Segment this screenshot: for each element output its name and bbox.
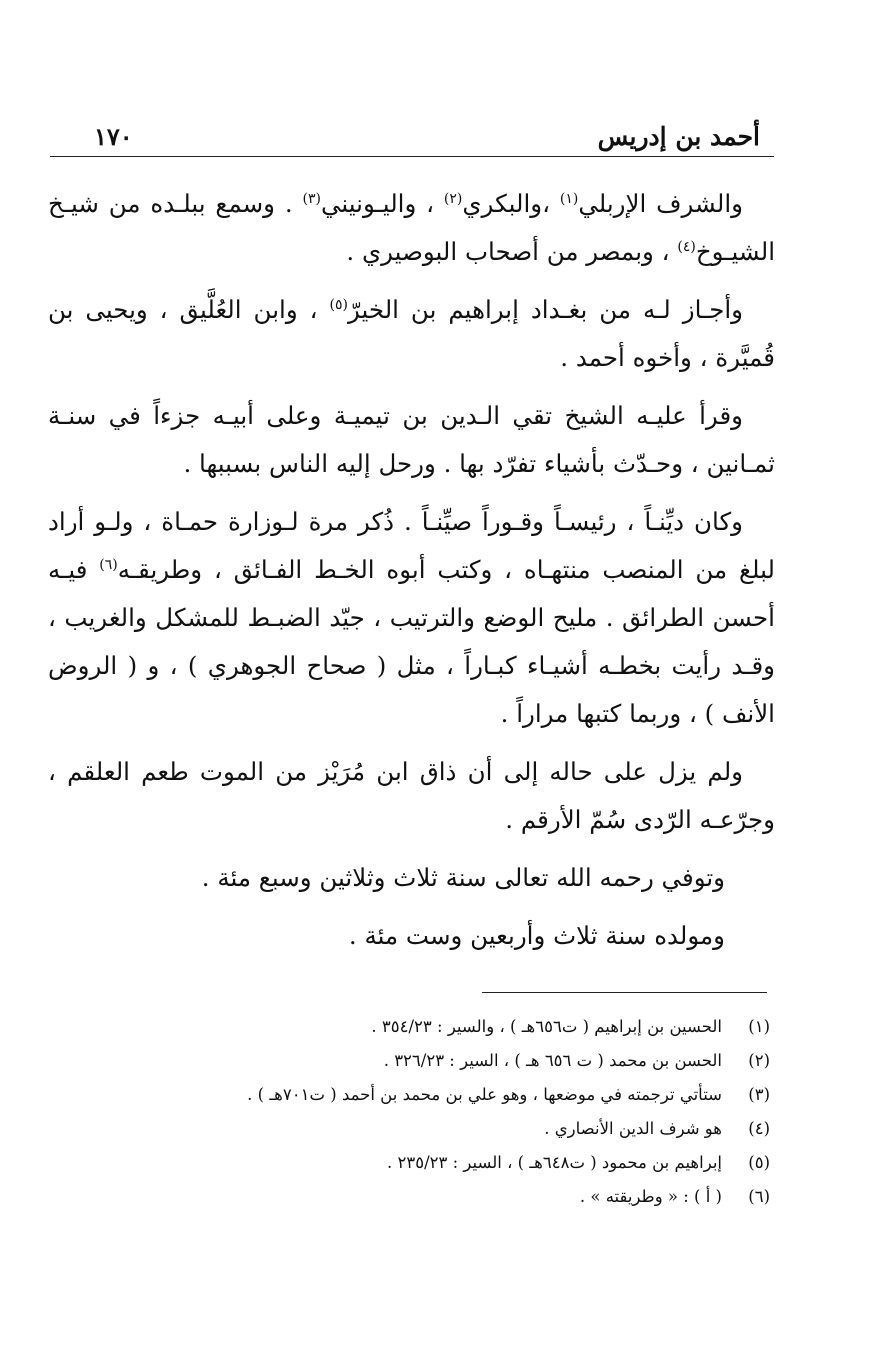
page-number: ١٧٠ (94, 122, 133, 151)
footnote-number: (١) (748, 1017, 770, 1036)
paragraph-4 (48, 498, 775, 738)
footnote-ref-2: (٢) (443, 190, 463, 207)
footnote-text: هو شرف الدين الأنصاري . (544, 1119, 722, 1138)
text-run: ،والبكري (462, 189, 560, 218)
footnote (120, 1078, 770, 1112)
paragraph-2 (48, 286, 775, 382)
footnote-ref-4: (٤) (677, 238, 696, 255)
paragraph-7: ومولده سنة ثلاث وأربعين وست مئة . (348, 921, 725, 950)
footnote-number: (٢) (748, 1051, 770, 1070)
text-run: فيـه أحسن الطرائق . مليح الوضع والترتيب ، جيّد الضبـط للمشكل والغريب ، وقـد رأيت بخطـه أشيـاء كبـاراً ، مثل ( صحاح الجوهري ) ، و ( الروض الأنف ) ، وربما كتبها مراراً . (48, 555, 775, 728)
footnote-ref-1: (١) (559, 190, 579, 207)
footnote (120, 1180, 770, 1214)
text-run: . وسمع ببلـده من شيـخ الشيـوخ (48, 189, 775, 266)
footnote-text: الحسن بن محمد ( ت ٦٥٦ هـ ) ، السير : ٣٢٦/٢٣ . (383, 1051, 722, 1070)
running-title: أحمد بن إدريس (597, 122, 760, 151)
footnote (120, 1010, 770, 1044)
footnote (120, 1146, 770, 1180)
footnote-text: ستأتي ترجمته في موضعها ، وهو علي بن محمد بن أحمد ( ت٧٠١هـ ) . (247, 1085, 722, 1104)
text-run: والشرف الإربلي (578, 189, 744, 218)
footnote-number: (٥) (748, 1153, 770, 1172)
text-run: وأجـاز لـه من بغـداد إبراهيم بن الخيرّ (347, 295, 743, 324)
footnote-text: ( أ ) : « وطريقته » . (579, 1187, 722, 1206)
footnote-ref-6: (٦) (99, 556, 118, 573)
footnote (120, 1112, 770, 1146)
paragraph-1 (48, 180, 775, 276)
footnote-number: (٤) (748, 1119, 770, 1138)
paragraph-5: ولم يزل على حاله إلى أن ذاق ابن مُرَيْز من الموت طعم العلقم ، وجرّعـه الرّدى سُمّ الأرقم . (48, 757, 775, 834)
footnote (120, 1044, 770, 1078)
paragraph-6: وتوفي رحمه الله تعالى سنة ثلاث وثلاثين وسبع مئة . (201, 863, 725, 892)
footnote-ref-3: (٣) (302, 190, 321, 207)
paragraph-3: وقرأ عليـه الشيخ تقي الـدين بن تيميـة وعلى أبيـه جزءاً في سنـة ثمـانين ، وحـدّث بأشياء تفرّد بها . ورحل إليه الناس بسببها . (48, 401, 775, 478)
main-text (48, 180, 775, 970)
page-header (50, 118, 774, 157)
footnote-number: (٦) (748, 1187, 770, 1206)
footnote-text: إبراهيم بن محمود ( ت٦٤٨هـ ) ، السير : ٢٣٥/٢٣ . (387, 1153, 722, 1172)
text-run: ، واليـونيني (320, 189, 444, 218)
footnote-ref-5: (٥) (329, 296, 348, 313)
footnote-number: (٣) (748, 1085, 770, 1104)
text-run: وكان ديِّنـاً ، رئيسـاً وقـوراً صيِّنـاً . ذُكر مرة لـوزارة حمـاة ، ولـو أراد لبلغ من المنصب منتهـاه ، وكتب أبوه الخـط الفـائق ، وطريقـه (48, 507, 775, 584)
text-run: ، وبمصر من أصحاب البوصيري . (346, 237, 678, 266)
footnote-separator (482, 992, 767, 993)
footnote-text: الحسين بن إبراهيم ( ت٦٥٦هـ ) ، والسير : ٣٥٤/٢٣ . (371, 1017, 722, 1036)
text-run: ، وابن العُلَّيق ، ويحيى بن قُميَّرة ، وأخوه أحمد . (48, 295, 775, 372)
footnotes (120, 1010, 770, 1214)
